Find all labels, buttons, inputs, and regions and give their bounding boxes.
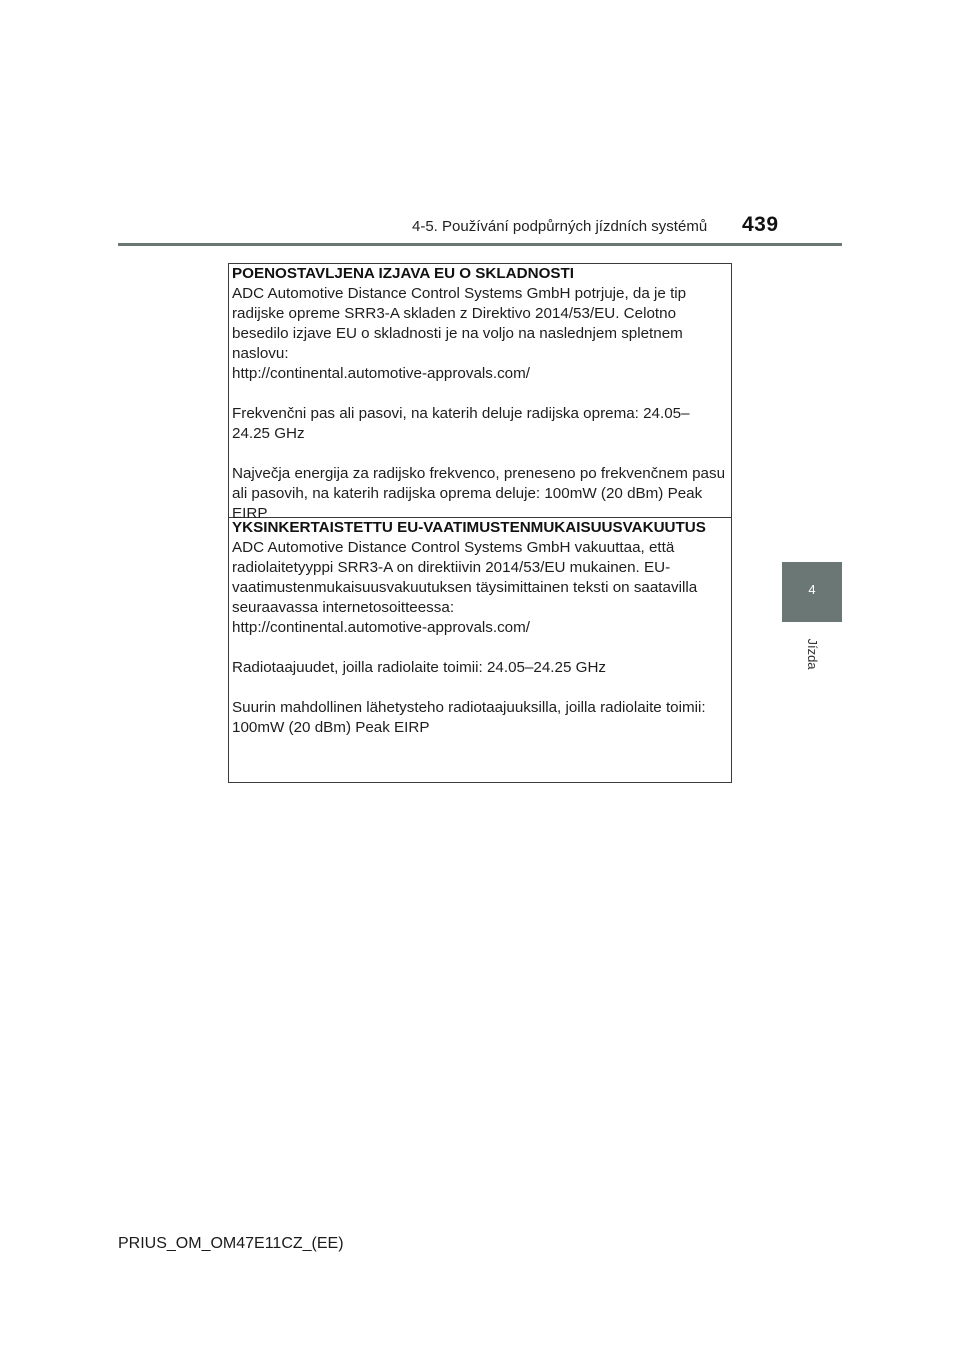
declaration-box — [228, 263, 732, 783]
chapter-number: 4 — [808, 582, 816, 597]
paragraph-power — [232, 698, 731, 738]
paragraph-intro — [232, 284, 731, 384]
text-line: naslovu: — [232, 345, 289, 362]
text-line: seuraavassa internetosoitteessa: — [232, 599, 455, 616]
text-line: Suurin mahdollinen lähetysteho radiotaajuuksilla, joilla radiolaite toimii: — [232, 699, 706, 716]
chapter-label: Jízda — [805, 638, 820, 670]
chapter-tab — [782, 562, 842, 622]
text-line: vaatimustenmukaisuusvakuutuksen täysimittainen teksti on saatavilla — [232, 579, 698, 596]
text-line: 24.25 GHz — [232, 425, 305, 442]
section-heading: POENOSTAVLJENA IZJAVA EU O SKLADNOSTI — [232, 265, 575, 282]
declaration-section-finnish — [229, 518, 731, 782]
text-line: radiolaitetyyppi SRR3-A on direktiivin 2014/53/EU mukainen. EU- — [232, 559, 671, 576]
text-line: 100mW (20 dBm) Peak EIRP — [232, 719, 430, 736]
text-line: Frekvenčni pas ali pasovi, na katerih deluje radijska oprema: 24.05– — [232, 405, 690, 422]
paragraph-frequency — [232, 404, 731, 444]
text-line: Največja energija za radijsko frekvenco, preneseno po frekvenčnem pasu — [232, 465, 726, 482]
text-line: ali pasovih, na katerih radijska oprema deluje: 100mW (20 dBm) Peak — [232, 485, 703, 502]
text-line: ADC Automotive Distance Control Systems GmbH potrjuje, da je tip — [232, 285, 687, 302]
header-title: 4-5. Používání podpůrných jízdních systémů — [412, 218, 708, 235]
url-line: http://continental.automotive-approvals.com/ — [232, 619, 531, 636]
text-line: radijske opreme SRR3-A skladen z Direktivo 2014/53/EU. Celotno — [232, 305, 677, 322]
header-rule — [118, 243, 842, 246]
url-line: http://continental.automotive-approvals.com/ — [232, 365, 531, 382]
section-heading: YKSINKERTAISTETTU EU-VAATIMUSTENMUKAISUUSVAKUUTUS — [232, 519, 706, 536]
page-number: 439 — [742, 213, 779, 236]
document-code: PRIUS_OM_OM47E11CZ_(EE) — [118, 1235, 344, 1252]
paragraph-intro — [232, 538, 731, 638]
paragraph-power — [232, 464, 731, 524]
text-line: EIRP — [232, 505, 268, 522]
text-line: ADC Automotive Distance Control Systems GmbH vakuuttaa, että — [232, 539, 675, 556]
text-line: Radiotaajuudet, joilla radiolaite toimii: 24.05–24.25 GHz — [232, 659, 607, 676]
paragraph-frequency — [232, 658, 731, 678]
text-line: besedilo izjave EU o skladnosti je na voljo na naslednjem spletnem — [232, 325, 683, 342]
declaration-section-slovenian — [229, 264, 731, 522]
